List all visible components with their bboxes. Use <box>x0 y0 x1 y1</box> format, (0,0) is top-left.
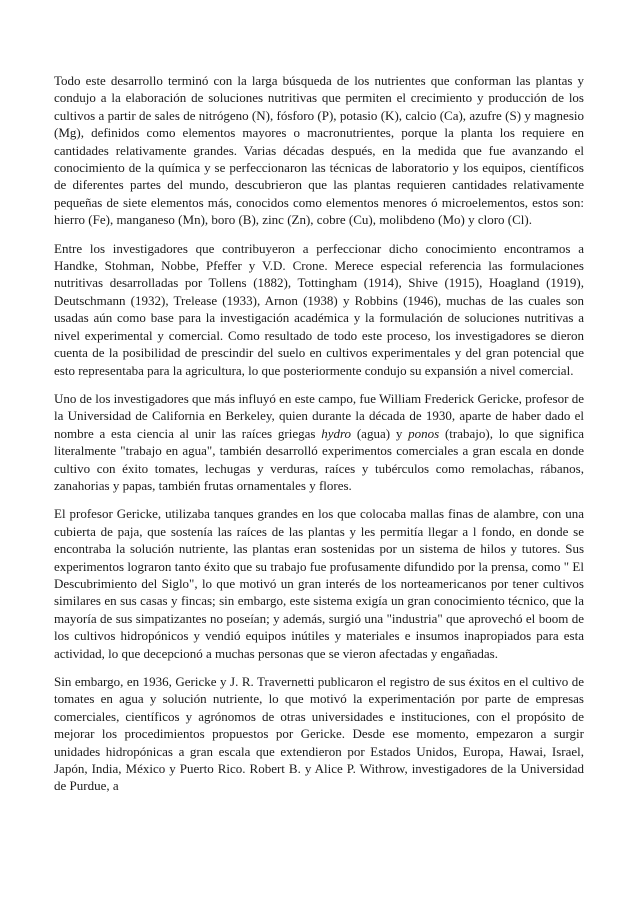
paragraph-researchers: Entre los investigadores que contribuyeron a perfeccionar dicho conocimiento encontramos a Handke, Stohman, Nobbe, Pfeffer y V.D. Crone. Merece especial referencia las formulaciones nutritivas desarrolladas por Tollens (1882), Tottingham (1914), Shive (1915), Hoagland (1919), Deutschmann (1932), Trelease (1933), Arnon (1938) y Robbins (1946), muchas de las cuales son usadas aún como base para la investigación académica y la formulación de soluciones nutritivas a nivel experimental y comercial. Como resultado de todo este proceso, los investigadores se dieron cuenta de la posibilidad de prescindir del suelo en cultivos experimentales y del gran potencial que esto representaba para la agricultura, lo que posteriormente condujo su expansión a nivel comercial. <box>54 240 584 378</box>
term-hydro: hydro <box>321 425 352 441</box>
paragraph-gericke-text-2: (agua) y <box>351 425 409 441</box>
paragraph-gericke <box>54 390 584 494</box>
paragraph-gericke-text-1: Uno de los investigadores que más influyó en este campo, fue William Frederick Gericke, profesor de la Universidad de California en Berkeley, quien durante la década de 1930, aparte de haber dado el nombre a esta ciencia al unir las raíces griegas <box>54 390 584 441</box>
paragraph-macronutrients: Todo este desarrollo terminó con la larga búsqueda de los nutrientes que conforman las plantas y condujo a la elaboración de soluciones nutritivas que permiten el crecimiento y producción de los cultivos a partir de sales de nitrógeno (N), fósforo (P), potasio (K), calcio (Ca), azufre (S) y magnesio (Mg), definidos como elementos mayores o macronutrientes, porque la planta los requiere en cantidades relativamente grandes. Varias décadas después, en la medida que fue avanzando el conocimiento de la química y se perfeccionaron las técnicas de laboratorio y los equipos, científicos de diferentes partes del mundo, descubrieron que las plantas requieren cantidades relativamente pequeñas de siete elementos más, conocidos como elementos menores ó microelementos, estos son: hierro (Fe), manganeso (Mn), boro (B), zinc (Zn), cobre (Cu), molibdeno (Mo) y cloro (Cl). <box>54 73 584 228</box>
term-ponos: ponos <box>408 425 440 441</box>
paragraph-gericke-text-3: (trabajo), lo que significa literalmente "trabajo en agua", también desarrolló experimentos comerciales a gran escala en donde cultivo con éxito tomates, lechugas y verduras, raíces y tubérculos como remolachas, rábanos, zanahorias y papas, también frutas ornamentales y flores. <box>54 425 584 493</box>
paragraph-expansion: Sin embargo, en 1936, Gericke y J. R. Travernetti publicaron el registro de sus éxitos en el cultivo de tomates en agua y solución nutriente, lo que motivó la experimentación por parte de empresas comerciales, científicos y agrónomos de otras universidades e instituciones, con el propósito de mejorar los procedimientos propuestos por Gericke. Desde ese momento, empezaron a surgir unidades hidropónicas a gran escala que extendieron por Estados Unidos, Europa, Hawai, Israel, Japón, India, México y Puerto Rico. Robert B. y Alice P. Withrow, investigadores de la Universidad de Purdue, a <box>54 674 584 794</box>
paragraph-gericke-tanks: El profesor Gericke, utilizaba tanques grandes en los que colocaba mallas finas de alambre, con una cubierta de paja, que sostenía las raíces de las plantas y les permitía llegar a l fondo, en donde se encontraba la solución nutriente, las plantas eran sostenidas por un sistema de hilos y tutores. Sus experimentos lograron tanto éxito que su trabajo fue profusamente difundido por la prensa, como " El Descubrimiento del Siglo", lo que motivó un gran interés de los norteamericanos por tener cultivos similares en sus casas y fincas; sin embargo, este sistema exigía un gran conocimiento técnico, que la mayoría de sus simpatizantes no poseían; y además, surgió una "industria" que aprovechó el boom de los cultivos hidropónicos y vendió equipos inútiles y materiales e insumos inapropiados para esta actividad, lo que decepcionó a muchas personas que se vieron afectadas y engañadas. <box>54 506 584 661</box>
